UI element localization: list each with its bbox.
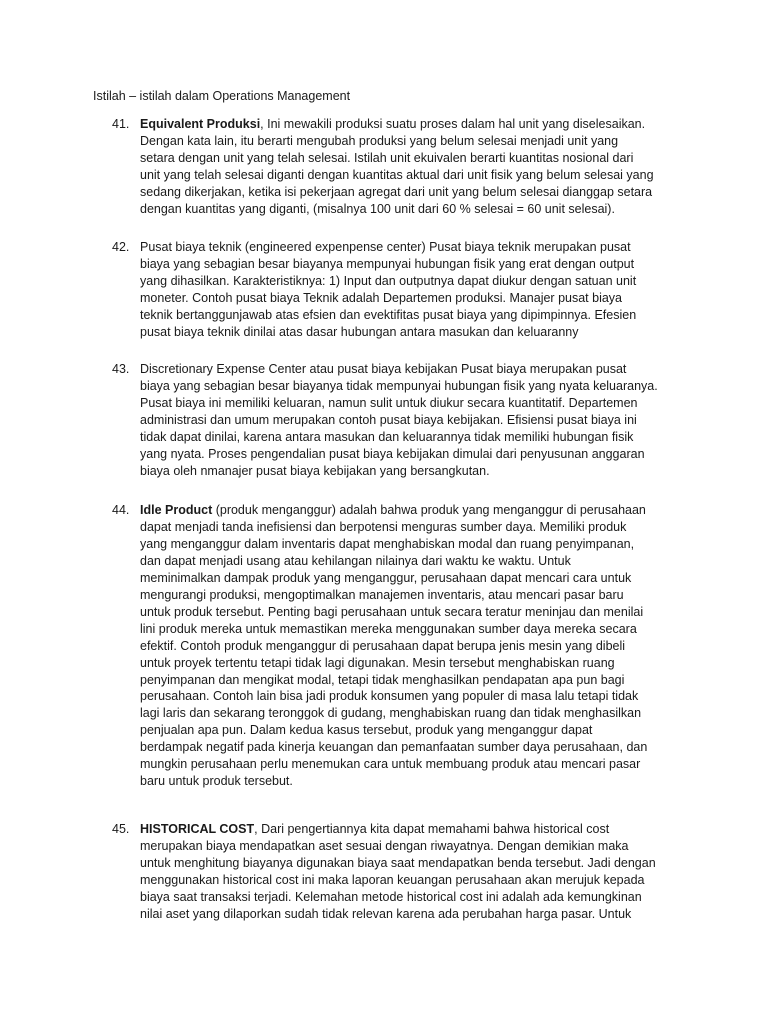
text-line: perusahaan. Contoh lain bisa jadi produk konsumen yang populer di masa lalu tetapi tidak [140,689,639,704]
text-line: Dengan kata lain, itu berarti mengubah produksi yang belum selesai menjadi unit yang [140,133,619,148]
text-line: lini produk mereka untuk memastikan mereka menggunakan sumber daya mereka secara [140,621,637,636]
text-line: mengurangi produksi, mengoptimalkan manajemen inventaris, atau mencari pasar baru [140,587,624,602]
list-item [112,361,672,480]
text-line: administrasi dan umum merupakan contoh pusat biaya kebijakan. Efisiensi pusat biaya ini [140,412,637,427]
list-item [112,502,672,790]
text-line: untuk produk tersebut. Penting bagi perusahaan untuk secara teratur meninjau dan menilai [140,604,644,619]
text-line: setara dengan unit yang telah selesai. Istilah unit ekuivalen berarti kuantitas nosional dari [140,150,634,165]
item-number: 41. [112,117,130,131]
text-line: mungkin perusahaan perlu menemukan cara untuk membuang produk atau mencari pasar [140,757,641,772]
text-line: moneter. Contoh pusat biaya Teknik adalah Departemen produksi. Manajer pusat biaya [140,290,623,305]
document-title: Istilah – istilah dalam Operations Management [93,89,351,103]
text-line: menggunakan historical cost ini maka laporan keuangan perusahaan akan merujuk kepada [140,872,645,887]
text-line: biaya saat transaksi terjadi. Kelemahan metode historical cost ini adalah ada kemungkinan [140,889,642,904]
term-heading: Equivalent Produksi [140,117,261,131]
text-line: Equivalent Produksi, Ini mewakili produksi suatu proses dalam hal unit yang diselesaikan. [140,117,646,131]
term-heading: HISTORICAL COST [140,822,255,836]
text-line: Idle Product (produk menganggur) adalah bahwa produk yang menganggur di perusahaan [140,503,646,517]
text-line: penjualan apa pun. Dalam kedua kasus tersebut, produk yang menganggur dapat [140,723,593,738]
text-line: baru untuk produk tersebut. [140,774,293,789]
item-body [140,361,672,480]
text-line: Pusat biaya teknik (engineered expenpense center) Pusat biaya teknik merupakan pusat [140,240,631,254]
text-line: sedang dikerjakan, ketika isi pekerjaan agregat dari unit yang belum selesai dianggap setara [140,184,653,199]
text-line: penyimpanan dan mengikat modal, tetapi tidak menghasilkan pendapatan apa pun bagi [140,672,625,687]
list-item [112,116,672,218]
text-line: Discretionary Expense Center atau pusat biaya kebijakan Pusat biaya merupakan pusat [140,362,627,376]
text-line: Pusat biaya ini memiliki keluaran, namun sulit untuk diukur secara kuantitatif. Departemen [140,395,638,410]
list-item [112,239,672,341]
text-line: biaya yang sebagian besar biayanya tidak mempunyai hubungan fisik yang nyata keluaranya. [140,378,658,393]
item-body [140,116,672,218]
text-line: dengan kuantitas yang diganti, (misalnya 100 unit dari 60 % selesai = 60 unit selesai). [140,201,615,216]
text-line: lagi laris dan sekarang teronggok di gudang, menghabiskan ruang dan tidak menghasilkan [140,706,642,721]
text-line: nilai aset yang dilaporkan sudah tidak relevan karena ada perubahan harga pasar. Untuk [140,906,632,921]
text-line: biaya yang sebagian besar biayanya mempunyai hubungan fisik yang erat dengan output [140,256,635,271]
text-line: untuk proyek tertentu tetapi tidak lagi digunakan. Mesin tersebut menghabiskan ruang [140,655,615,670]
text-line: yang nyata. Proses pengendalian pusat biaya kebijakan dimulai dari penyusunan anggaran [140,446,645,461]
list-item [112,821,672,923]
text-line: pusat biaya teknik dinilai atas dasar hubungan antara masukan dan keluaranny [140,324,579,339]
term-heading: Idle Product [140,503,213,517]
text-line: teknik bertanggunjawab atas efsien dan evektifitas pusat biaya yang dipimpinnya. Efesien [140,307,637,322]
item-body [140,502,672,790]
text-line: tidak dapat dinilai, karena antara masukan dan keluarannya tidak memiliki hubungan fisik [140,429,634,444]
text-line: HISTORICAL COST, Dari pengertiannya kita dapat memahami bahwa historical cost [140,822,610,836]
text-line: untuk menghitung biayanya digunakan biaya saat mendapatkan benda tersebut. Jadi dengan [140,855,656,870]
text-line: meminimalkan dampak produk yang menganggur, perusahaan dapat mencari cara untuk [140,570,632,585]
item-number: 42. [112,240,130,254]
text-line: berdampak negatif pada kinerja keuangan dan pemanfaatan sumber daya perusahaan, dan [140,740,648,755]
item-body [140,239,672,341]
text-line: dan dapat menjadi usang atau kehilangan nilainya dari waktu ke waktu. Untuk [140,553,571,568]
text-line: merupakan biaya mendapatkan aset sesuai dengan riwayatnya. Dengan demikian maka [140,838,629,853]
item-number: 44. [112,503,130,517]
item-number: 45. [112,822,130,836]
text-line: unit yang telah selesai diganti dengan kuantitas aktual dari unit fisik yang belum selesai yang [140,167,654,182]
text-line: efektif. Contoh produk menganggur di perusahaan dapat berupa jenis mesin yang dibeli [140,638,626,653]
text-line: yang dihasilkan. Karakteristiknya: 1) Input dan outputnya dapat diukur dengan satuan unit [140,273,637,288]
text-line: yang menganggur dalam inventaris dapat menghabiskan modal dan ruang penyimpanan, [140,536,635,551]
text-line: biaya oleh nmanajer pusat biaya kebijakan yang bersangkutan. [140,463,490,478]
item-number: 43. [112,362,130,376]
item-body [140,821,672,923]
text-line: dapat menjadi tanda inefisiensi dan berpotensi menguras sumber daya. Memiliki produk [140,519,627,534]
